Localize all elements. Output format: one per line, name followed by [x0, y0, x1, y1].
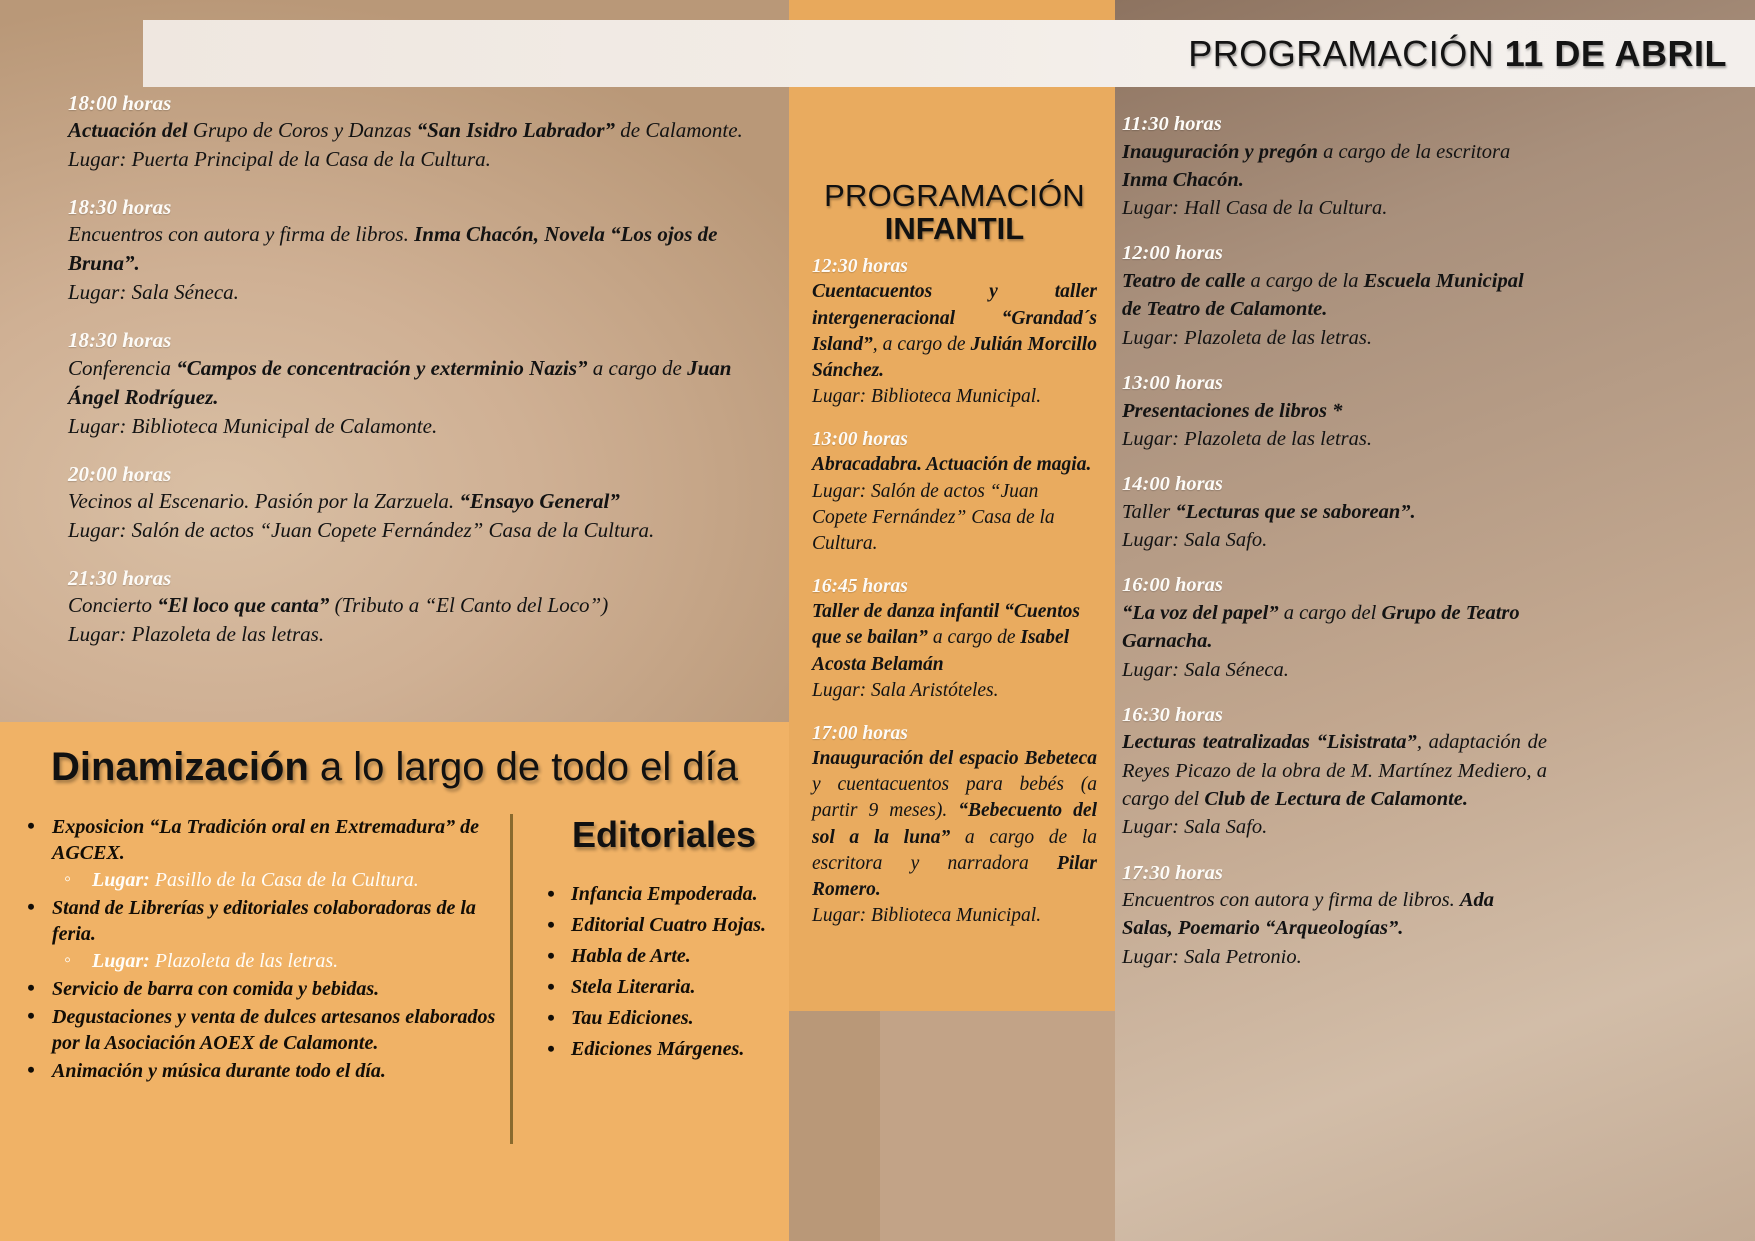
schedule-entry: [812, 428, 1097, 557]
list-item: • Tau Ediciones.: [539, 1006, 789, 1031]
editoriales-list: [539, 882, 789, 1062]
header-band: [143, 20, 1755, 87]
entry-venue: Lugar: Puerta Principal de la Casa de la Cultura.: [68, 147, 491, 172]
left-column-schedule: [68, 90, 758, 669]
entry-time: 20:00 horas: [68, 461, 172, 486]
entry-description: Teatro de calle a cargo de la Escuela Municipal de Teatro de Calamonte.: [1122, 270, 1524, 321]
entry-time: 13:00 horas: [1122, 371, 1223, 394]
entry-venue: Lugar: Biblioteca Municipal.: [812, 904, 1042, 926]
entry-time: 13:00 horas: [812, 429, 908, 451]
schedule-entry: [1122, 371, 1547, 453]
entry-venue: Lugar: Plazoleta de las letras.: [1122, 326, 1372, 349]
entry-venue: Lugar: Biblioteca Municipal de Calamonte.: [68, 413, 438, 438]
list-item-text: Animación y música durante todo el día.: [52, 1060, 386, 1082]
entry-description: Lecturas teatralizadas “Lisistrata”, adaptación de Reyes Picazo de la obra de M. Martínez Mediero, a cargo del Club de Lectura de Calamonte.: [1122, 731, 1548, 810]
entry-description: Encuentros con autora y firma de libros. Ada Salas, Poemario “Arqueologías”.: [1122, 889, 1495, 940]
mid-column-schedule: [812, 180, 1097, 947]
list-item: [52, 867, 498, 893]
list-item-text: Exposicion “La Tradición oral en Extremadura” de AGCEX.: [52, 816, 480, 864]
entry-time: 18:00 horas: [68, 91, 172, 115]
entry-venue: Lugar: Sala Safo.: [1122, 529, 1268, 552]
page-title-thin: PROGRAMACIÓN: [1188, 32, 1505, 74]
sub-value: Plazoleta de las letras.: [149, 950, 339, 972]
page-title-bold: 11 DE ABRIL: [1504, 32, 1727, 74]
dinamizacion-sublist: [52, 948, 498, 974]
entry-description: Presentaciones de libros *: [1122, 399, 1343, 422]
list-item: • Editorial Cuatro Hojas.: [539, 913, 789, 938]
mid-column-top-strip: [789, 0, 1115, 20]
entry-venue: Lugar: Sala Séneca.: [68, 280, 239, 305]
entry-venue: Lugar: Hall Casa de la Cultura.: [1122, 197, 1388, 220]
infantil-heading-line2: INFANTIL: [884, 210, 1025, 246]
list-item: • Infancia Empoderada.: [539, 882, 789, 907]
entry-description: “La voz del papel” a cargo del Grupo de Teatro Garnacha.: [1122, 601, 1520, 653]
list-item-text: Stand de Librerías y editoriales colaboradoras de la feria.: [52, 897, 476, 945]
list-item-text: Degustaciones y venta de dulces artesanos elaborados por la Asociación AOEX de Calamonte.: [52, 1006, 496, 1054]
schedule-entry: [68, 90, 758, 174]
entry-description: Actuación del Grupo de Coros y Danzas “San Isidro Labrador” de Calamonte.: [68, 118, 743, 143]
list-item: [18, 1058, 498, 1084]
schedule-entry: [1122, 861, 1547, 971]
entry-time: 11:30 horas: [1122, 113, 1222, 135]
entry-venue: Lugar: Sala Séneca.: [1122, 658, 1289, 681]
entry-description: Taller “Lecturas que se saborean”.: [1122, 500, 1416, 523]
list-item-text: Servicio de barra con comida y bebidas.: [52, 978, 380, 1000]
list-item: • Stela Literaria.: [539, 975, 789, 1000]
list-item: [52, 948, 498, 974]
dinamizacion-list: [18, 814, 498, 1084]
schedule-entry: [812, 255, 1097, 410]
list-item: • Ediciones Márgenes.: [539, 1037, 789, 1062]
dinamizacion-body: [0, 814, 789, 1144]
list-item: [18, 895, 498, 974]
infantil-heading-line1: PROGRAMACIÓN: [824, 178, 1085, 213]
dinamizacion-sublist: [52, 867, 498, 893]
infantil-heading: [812, 180, 1097, 245]
list-item: [18, 1004, 498, 1056]
sub-label: Lugar:: [92, 950, 150, 972]
list-item: • Habla de Arte.: [539, 944, 789, 969]
schedule-entry: [68, 194, 758, 307]
schedule-entry: [1122, 112, 1547, 222]
entry-venue: Lugar: Plazoleta de las letras.: [1122, 427, 1372, 450]
entry-description: Abracadabra. Actuación de magia.: [812, 454, 1092, 476]
dinamizacion-title-bold: Dinamización: [50, 745, 309, 789]
editoriales-column: [510, 814, 789, 1144]
entry-description: Taller de danza infantil “Cuentos que se bailan” a cargo de Isabel Acosta Belamán: [812, 601, 1081, 675]
schedule-entry: [1122, 573, 1547, 683]
entry-time: 12:00 horas: [1122, 242, 1223, 265]
entry-time: 21:30 horas: [68, 565, 172, 590]
entry-time: 16:00 horas: [1122, 574, 1223, 597]
page-title: [1188, 33, 1727, 75]
dinamizacion-section: [0, 722, 789, 1241]
entry-description: Inauguración del espacio Bebeteca y cuentacuentos para bebés (a partir 9 meses). “Bebecuento del sol a la luna” a cargo de la escritora y narradora Pilar Romero.: [812, 748, 1098, 900]
entry-time: 12:30 horas: [812, 256, 908, 278]
schedule-entry: [1122, 703, 1547, 842]
entry-description: Encuentros con autora y firma de libros. Inma Chacón, Novela “Los ojos de Bruna”.: [68, 222, 718, 276]
entry-venue: Lugar: Biblioteca Municipal.: [812, 385, 1042, 407]
list-item: [18, 976, 498, 1002]
dinamizacion-list-column: [0, 814, 510, 1144]
schedule-entry: [68, 461, 758, 545]
entry-venue: Lugar: Sala Aristóteles.: [812, 679, 999, 701]
sub-value: Pasillo de la Casa de la Cultura.: [149, 869, 419, 891]
editoriales-title: Editoriales: [571, 814, 757, 855]
entry-time: 16:45 horas: [812, 575, 908, 597]
schedule-entry: [68, 565, 758, 649]
entry-description: Conferencia “Campos de concentración y exterminio Nazis” a cargo de Juan Ángel Rodríguez.: [68, 355, 732, 409]
schedule-entry: [812, 575, 1097, 704]
schedule-entry: [1122, 241, 1547, 351]
entry-time: 17:30 horas: [1122, 861, 1223, 884]
schedule-entry: [68, 327, 758, 440]
right-column-schedule: [1122, 112, 1547, 990]
sub-label: Lugar:: [92, 869, 150, 891]
list-item: [18, 814, 498, 893]
entry-time: 18:30 horas: [68, 195, 172, 220]
entry-time: 18:30 horas: [68, 328, 172, 353]
entry-time: 16:30 horas: [1122, 703, 1223, 726]
entry-description: Inauguración y pregón a cargo de la escritora Inma Chacón.: [1122, 140, 1511, 191]
schedule-entry: [1122, 472, 1547, 554]
entry-description: Vecinos al Escenario. Pasión por la Zarzuela. “Ensayo General”: [68, 488, 620, 513]
entry-venue: Lugar: Salón de actos “Juan Copete Fernández” Casa de la Cultura.: [68, 517, 655, 542]
entry-description: Cuentacuentos y taller intergeneracional “Grandad´s Island”, a cargo de Julián Morcillo Sánchez.: [812, 281, 1097, 381]
entry-time: 17:00 horas: [812, 722, 908, 744]
entry-venue: Lugar: Sala Petronio.: [1122, 945, 1302, 968]
entry-venue: Lugar: Salón de actos “Juan Copete Fernández” Casa de la Cultura.: [812, 480, 1055, 554]
entry-venue: Lugar: Sala Safo.: [1122, 816, 1268, 839]
entry-time: 14:00 horas: [1122, 473, 1223, 496]
schedule-entry: [812, 722, 1097, 929]
dinamizacion-title-thin: a lo largo de todo el día: [308, 745, 739, 789]
dinamizacion-title: [0, 746, 789, 788]
entry-venue: Lugar: Plazoleta de las letras.: [68, 621, 325, 646]
entry-description: Concierto “El loco que canta” (Tributo a “El Canto del Loco”): [68, 592, 609, 617]
